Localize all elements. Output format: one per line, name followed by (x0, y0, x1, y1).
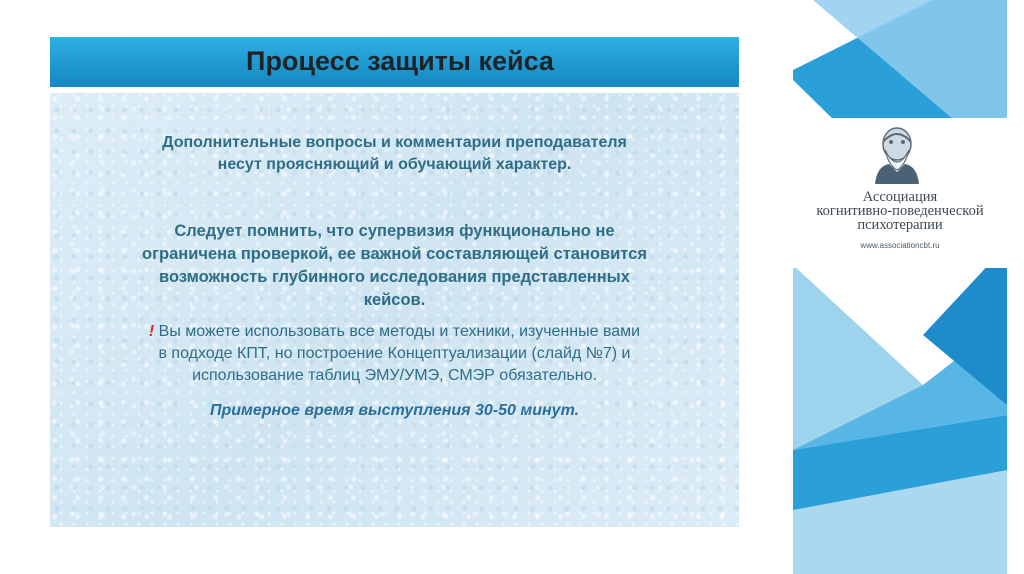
paragraph-feedback (50, 132, 739, 176)
text-line: несут проясняющий и обучающий характер. (217, 156, 572, 173)
text-line-with-mark (50, 321, 739, 343)
content-panel (50, 93, 739, 527)
title-bar (50, 37, 739, 87)
paragraph-duration (50, 400, 739, 422)
paragraph-methods (50, 321, 739, 387)
text-line: Следует помнить, что супервизия функционально не (174, 222, 615, 240)
text-segment: Вы можете использовать все методы и техники, изученные вами (154, 323, 641, 340)
bearded-man-portrait-icon (869, 122, 925, 184)
text-line: в подходе КПТ, но построение Концептуализации (слайд №7) и (158, 345, 631, 362)
org-name-line: когнитивно-поведенческой (816, 203, 984, 219)
text-line: Примерное время выступления 30-50 минут. (209, 402, 580, 419)
text-line: Дополнительные вопросы и комментарии преподавателя (162, 134, 627, 151)
decorative-triangles (793, 0, 1007, 574)
paragraph-supervision (50, 220, 739, 312)
slide-title: Процесс защиты кейса (246, 46, 554, 76)
org-name-line: Ассоциация (862, 189, 938, 205)
association-logo (793, 118, 1007, 268)
text-line: кейсов. (363, 291, 426, 309)
text-line: ограничена проверкой, ее важной составляющей становится (142, 245, 647, 263)
text-line: использование таблиц ЭМУ/УМЭ, СМЭР обязательно. (192, 367, 597, 384)
text-line: возможность глубинного исследования представленных (159, 268, 630, 286)
exclamation-mark: ! (148, 323, 155, 340)
org-name-line: психотерапии (857, 217, 943, 233)
org-name (793, 190, 1007, 232)
org-url: www.associationcbt.ru (860, 241, 940, 250)
